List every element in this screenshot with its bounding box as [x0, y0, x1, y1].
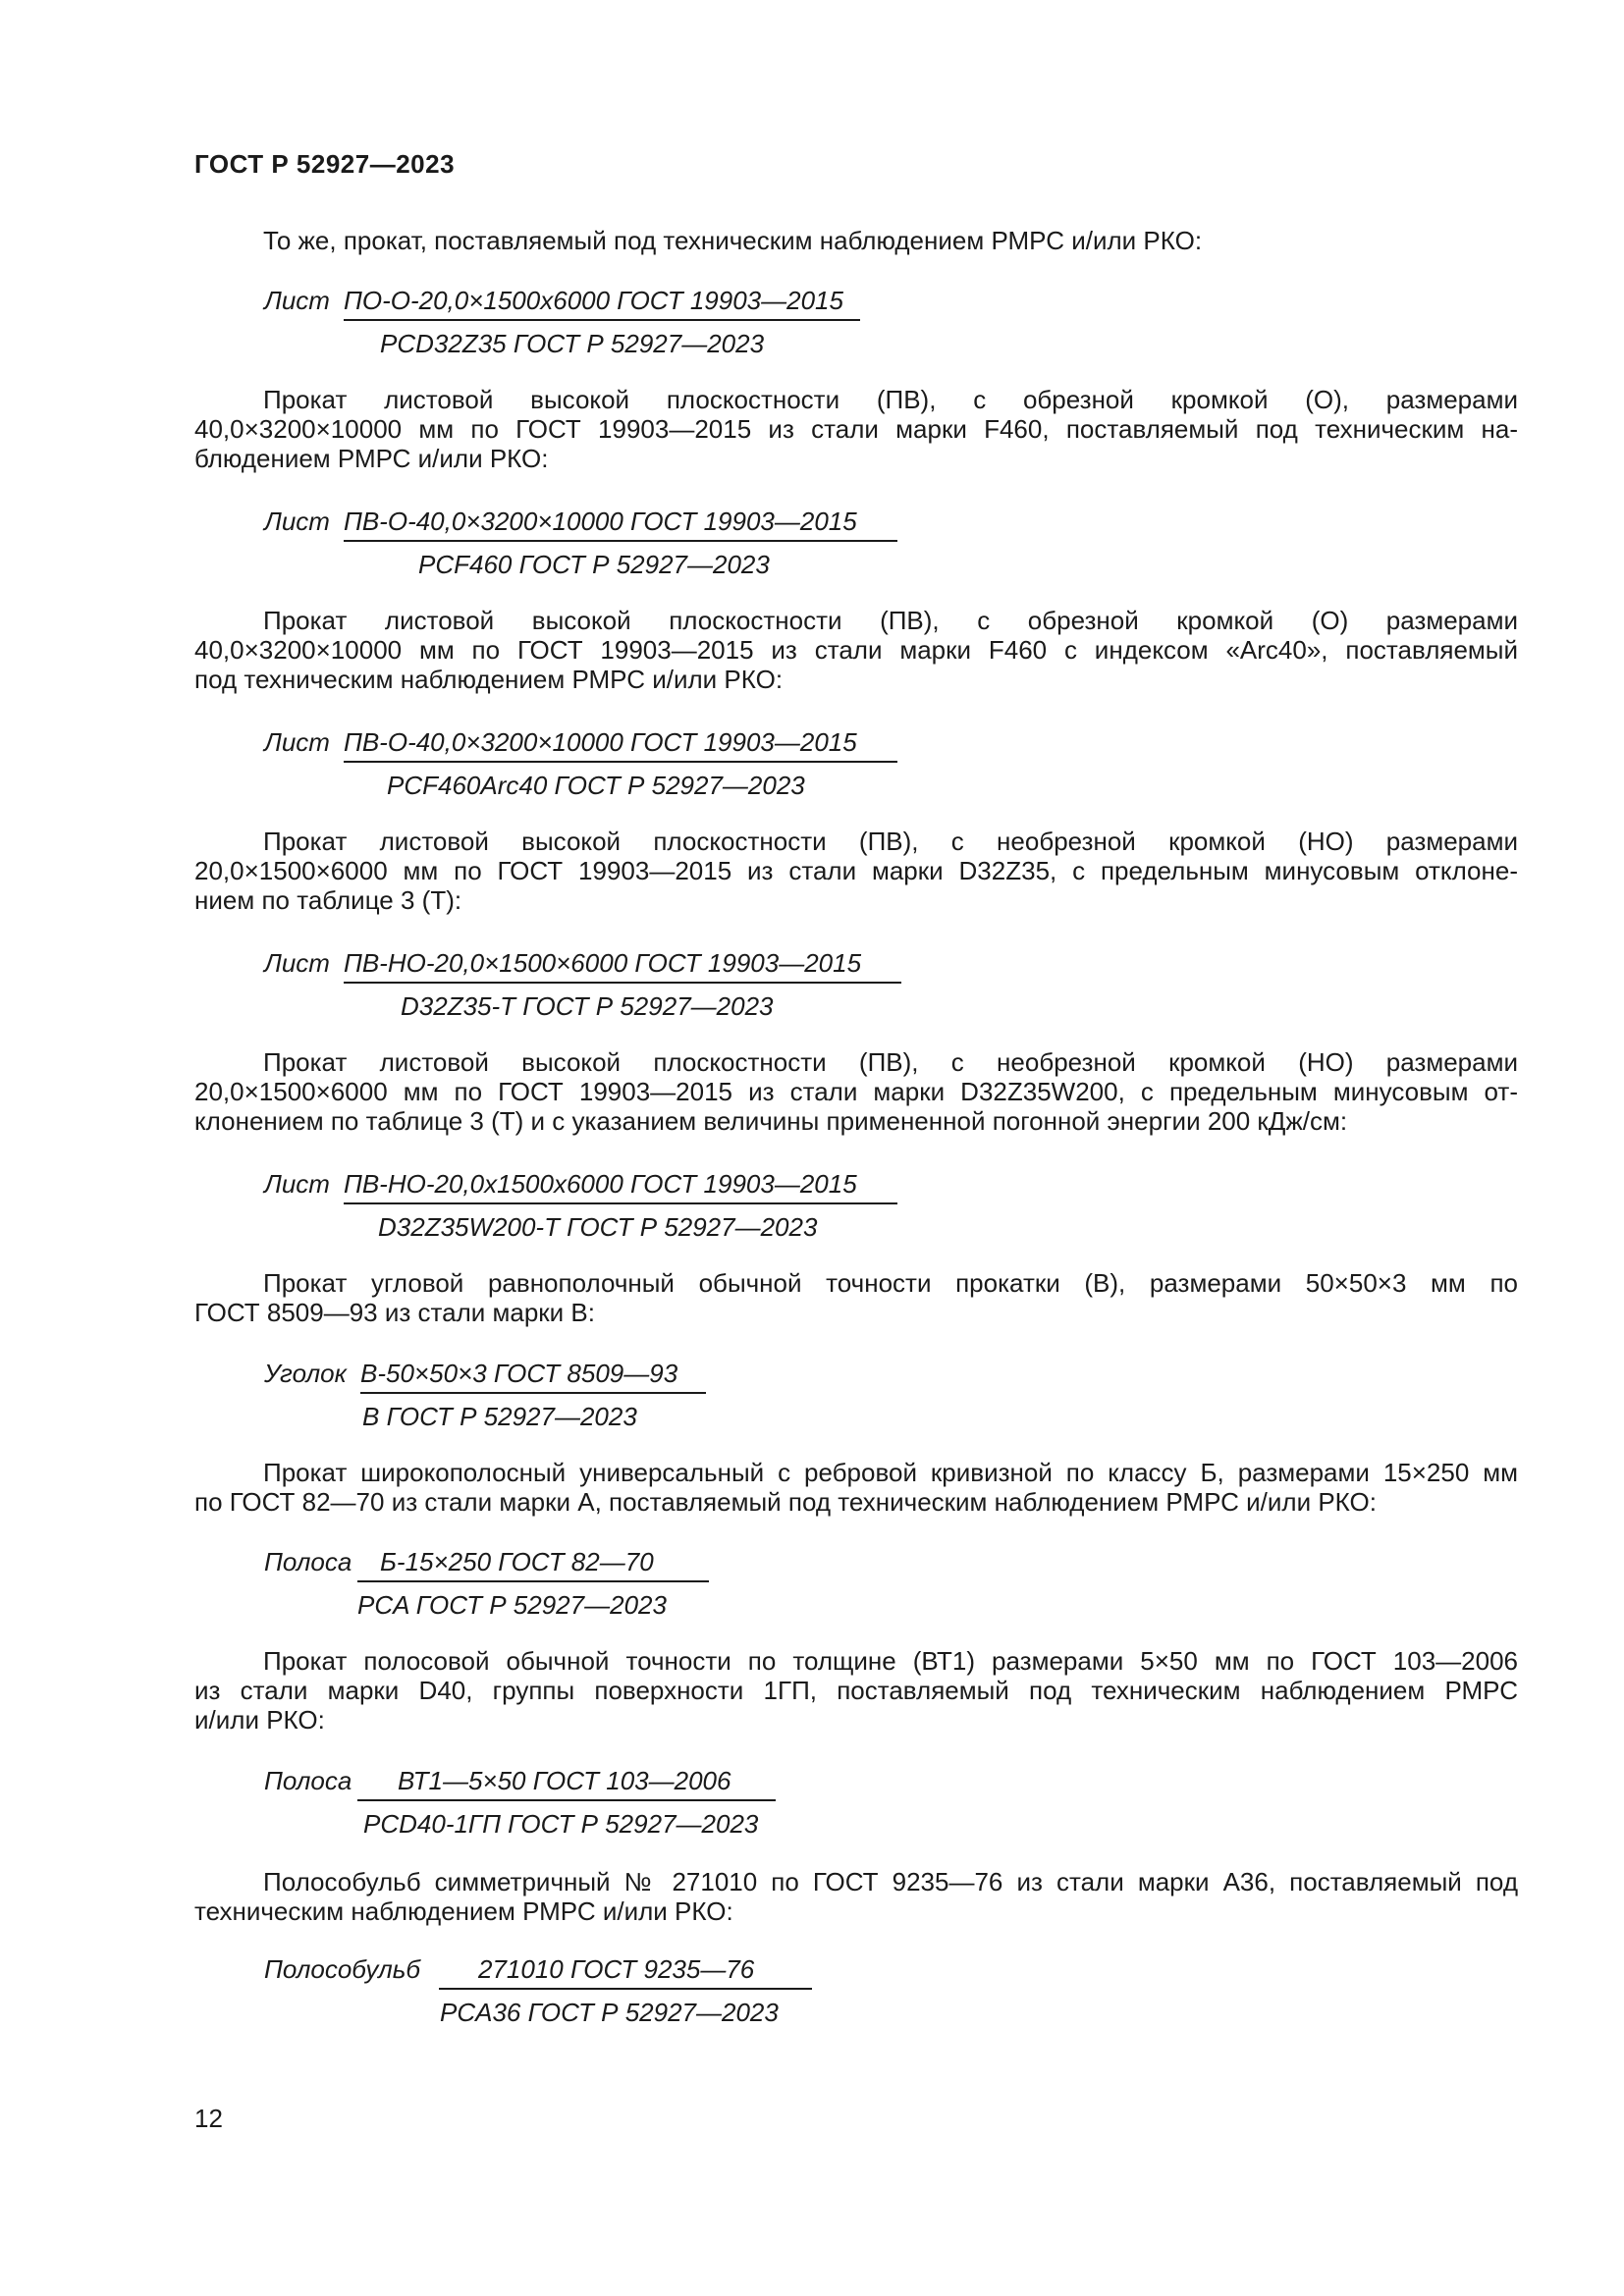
designation-label: Лист: [264, 727, 330, 757]
designation-denominator: PCF460Arc40 ГОСТ Р 52927—2023: [387, 771, 805, 800]
paragraph-line: и/или РКО:: [194, 1705, 325, 1735]
fraction-bar: [344, 540, 897, 542]
designation-denominator: PCD40-1ГП ГОСТ Р 52927—2023: [363, 1809, 759, 1839]
designation-denominator: PCD32Z35 ГОСТ Р 52927—2023: [380, 329, 765, 358]
designation-label: Полоса: [264, 1766, 352, 1795]
paragraph-line: по ГОСТ 82—70 из стали марки А, поставляемый под техническим наблюдением РМРС и/или РКО:: [194, 1487, 1377, 1517]
paragraph-line: Прокат листовой высокой плоскостности (ПВ), с необрезной кромкой (НО) размерами: [263, 1047, 1518, 1077]
designation-numerator: ВТ1—5×50 ГОСТ 103—2006: [398, 1766, 731, 1795]
designation-denominator: D32Z35W200-Т ГОСТ Р 52927—2023: [378, 1212, 818, 1242]
paragraph-line: техническим наблюдением РМРС и/или РКО:: [194, 1896, 733, 1926]
fraction-bar: [357, 1580, 709, 1582]
fraction-bar: [360, 1392, 706, 1394]
paragraph-line: Полособульб симметричный № 271010 по ГОСТ 9235—76 из стали марки А36, поставляемый под: [263, 1867, 1518, 1896]
designation-numerator: 271010 ГОСТ 9235—76: [478, 1954, 755, 1984]
paragraph: [194, 827, 1518, 915]
designation-label: Полоса: [264, 1547, 352, 1576]
designation-denominator: PCA ГОСТ Р 52927—2023: [357, 1590, 667, 1620]
designation-denominator: PCA36 ГОСТ Р 52927—2023: [440, 1998, 779, 2027]
designation-label: Лист: [264, 507, 330, 536]
designation-label: Уголок: [264, 1359, 347, 1388]
paragraph-line: Прокат листовой высокой плоскостности (ПВ), с обрезной кромкой (О), размерами: [263, 385, 1518, 414]
paragraph-line: Прокат листовой высокой плоскостности (ПВ), с необрезной кромкой (НО) размерами: [263, 827, 1518, 856]
designation-numerator: ПВ-О-40,0×3200×10000 ГОСТ 19903—2015: [344, 507, 857, 536]
paragraph-line: блюдением РМРС и/или РКО:: [194, 444, 549, 473]
designation-numerator: ПВ-О-40,0×3200×10000 ГОСТ 19903—2015: [344, 727, 857, 757]
designation-label: Лист: [264, 1169, 330, 1199]
designation-denominator: В ГОСТ Р 52927—2023: [362, 1402, 637, 1431]
designation-label: Лист: [264, 948, 330, 978]
paragraph: [194, 385, 1518, 473]
paragraph-line: Прокат полосовой обычной точности по толщине (ВТ1) размерами 5×50 мм по ГОСТ 103—2006: [263, 1646, 1518, 1676]
paragraph-line: 40,0×3200×10000 мм по ГОСТ 19903—2015 из стали марки F460 с индексом «Arc40», поставляемый: [194, 635, 1518, 665]
paragraph-line: клонением по таблице 3 (Т) и с указанием величины примененной погонной энергии 200 кДж/см:: [194, 1106, 1348, 1136]
designation-label: Полособульб: [264, 1954, 421, 1984]
designation-denominator: PCF460 ГОСТ Р 52927—2023: [418, 550, 770, 579]
fraction-bar: [344, 319, 860, 321]
paragraph-line: Прокат листовой высокой плоскостности (ПВ), с обрезной кромкой (О) размерами: [263, 606, 1518, 635]
designation-numerator: ПВ-НО-20,0×1500×6000 ГОСТ 19903—2015: [344, 948, 862, 978]
paragraph-line: нием по таблице 3 (Т):: [194, 885, 462, 915]
fraction-bar: [439, 1988, 812, 1990]
paragraph-line: ГОСТ 8509—93 из стали марки В:: [194, 1298, 595, 1327]
paragraph: [194, 606, 1518, 694]
paragraph: [194, 1047, 1518, 1136]
designation-numerator: В-50×50×3 ГОСТ 8509—93: [360, 1359, 678, 1388]
fraction-bar: [344, 761, 897, 763]
paragraph: [194, 1458, 1518, 1517]
fraction-bar: [344, 1202, 897, 1204]
paragraph: [194, 1646, 1518, 1735]
designation-denominator: D32Z35-Т ГОСТ Р 52927—2023: [401, 991, 774, 1021]
paragraph-line: 20,0×1500×6000 мм по ГОСТ 19903—2015 из стали марки D32Z35W200, с предельным минусовым от-: [194, 1077, 1518, 1106]
paragraph-line: Прокат широкополосный универсальный с ребровой кривизной по классу Б, размерами 15×250 мм: [263, 1458, 1518, 1487]
document-header: ГОСТ Р 52927—2023: [194, 149, 456, 179]
page-number: 12: [194, 2104, 223, 2133]
designation-label: Лист: [264, 286, 330, 315]
paragraph: [194, 1867, 1518, 1926]
paragraph-line: То же, прокат, поставляемый под техническим наблюдением РМРС и/или РКО:: [263, 226, 1203, 255]
paragraph: [194, 226, 1518, 255]
fraction-bar: [357, 1799, 776, 1801]
designation-numerator: ПВ-НО-20,0х1500х6000 ГОСТ 19903—2015: [344, 1169, 857, 1199]
paragraph-line: Прокат угловой равнополочный обычной точности прокатки (В), размерами 50×50×3 мм по: [263, 1268, 1518, 1298]
paragraph-line: 40,0×3200×10000 мм по ГОСТ 19903—2015 из стали марки F460, поставляемый под техническим на-: [194, 414, 1518, 444]
designation-numerator: ПО-О-20,0×1500х6000 ГОСТ 19903—2015: [344, 286, 843, 315]
fraction-bar: [344, 982, 901, 984]
paragraph-line: под техническим наблюдением РМРС и/или РКО:: [194, 665, 784, 694]
paragraph-line: 20,0×1500×6000 мм по ГОСТ 19903—2015 из стали марки D32Z35, с предельным минусовым отклоне-: [194, 856, 1518, 885]
designation-numerator: Б-15×250 ГОСТ 82—70: [380, 1547, 654, 1576]
paragraph: [194, 1268, 1518, 1327]
paragraph-line: из стали марки D40, группы поверхности 1ГП, поставляемый под техническим наблюдением РМРС: [194, 1676, 1518, 1705]
